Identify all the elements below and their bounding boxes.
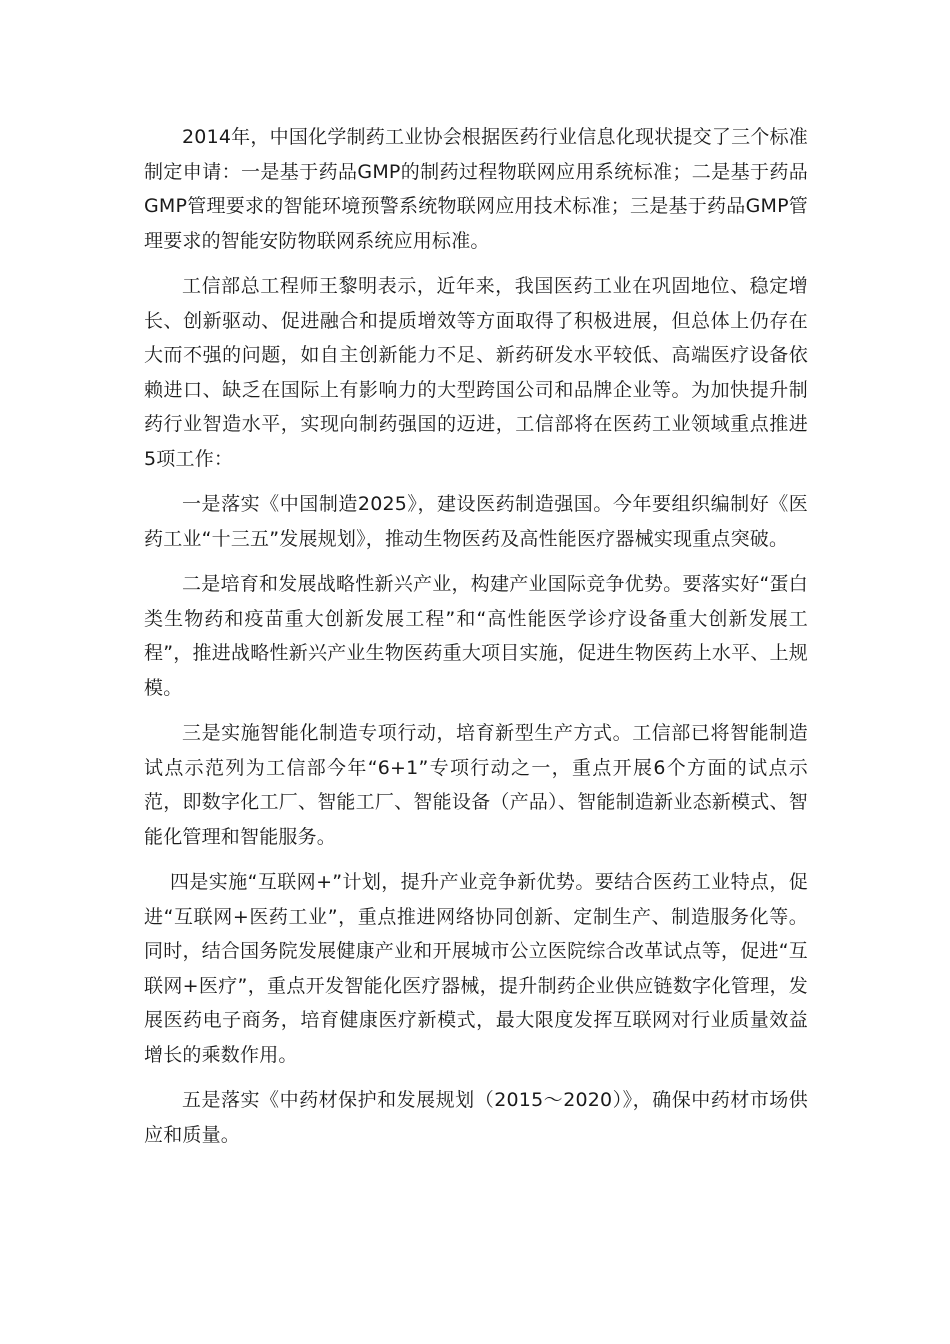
paragraph-task-three: 三是实施智能化制造专项行动，培育新型生产方式。工信部已将智能制造试点示范列为工信部今年“6+1”专项行动之一，重点开展6个方面的试点示范，即数字化工厂、智能工厂、智能设备（产品）、智能制造新业态新模式、智能化管理和智能服务。 bbox=[144, 722, 808, 848]
paragraph-task-four: 四是实施“互联网+”计划，提升产业竞争新优势。要结合医药工业特点，促进“互联网+医药工业”，重点推进网络协同创新、定制生产、制造服务化等。同时，结合国务院发展健康产业和开展城市公立医院综合改革试点等，促进“互联网+医疗”，重点开发智能化医疗器械，提升制药企业供应链数字化管理，发展医药电子商务，培育健康医疗新模式，最大限度发挥互联网对行业质量效益增长的乘数作用。 bbox=[144, 871, 808, 1066]
document-body bbox=[144, 120, 808, 1163]
paragraph-task-one: 一是落实《中国制造2025》，建设医药制造强国。今年要组织编制好《医药工业“十三五”发展规划》，推动生物医药及高性能医疗器械实现重点突破。 bbox=[144, 493, 808, 550]
paragraph-chief-engineer-statement: 工信部总工程师王黎明表示，近年来，我国医药工业在巩固地位、稳定增长、创新驱动、促进融合和提质增效等方面取得了积极进展，但总体上仍存在大而不强的问题，如自主创新能力不足、新药研发水平较低、高端医疗设备依赖进口、缺乏在国际上有影响力的大型跨国公司和品牌企业等。为加快提升制药行业智造水平，实现向制药强国的迈进，工信部将在医药工业领域重点推进5项工作： bbox=[144, 275, 808, 470]
paragraph-standards-application: 2014年，中国化学制药工业协会根据医药行业信息化现状提交了三个标准制定申请：一是基于药品GMP的制药过程物联网应用系统标准；二是基于药品GMP管理要求的智能环境预警系统物联网应用技术标准；三是基于药品GMP管理要求的智能安防物联网系统应用标准。 bbox=[144, 126, 808, 252]
paragraph-task-two: 二是培育和发展战略性新兴产业，构建产业国际竞争优势。要落实好“蛋白类生物药和疫苗重大创新发展工程”和“高性能医学诊疗设备重大创新发展工程”，推进战略性新兴产业生物医药重大项目实施，促进生物医药上水平、上规模。 bbox=[144, 573, 808, 699]
paragraph-task-five: 五是落实《中药材保护和发展规划（2015～2020）》，确保中药材市场供应和质量。 bbox=[144, 1089, 808, 1146]
